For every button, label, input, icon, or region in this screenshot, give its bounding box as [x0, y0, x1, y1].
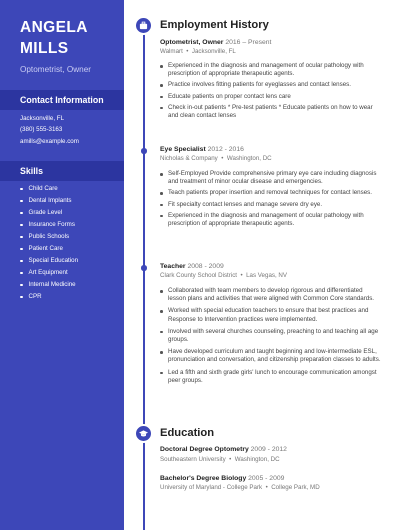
- degree-name: Doctoral Degree Optometry: [160, 446, 249, 453]
- list-item: Experienced in the diagnosis and management of ocular pathology with prescription of appropriate therapeutic agents.: [160, 212, 382, 228]
- degree-dates: 2005 - 2009: [248, 475, 285, 482]
- job-company: Clark County School District: [160, 272, 238, 279]
- contact-heading: Contact Information: [0, 90, 124, 110]
- job-company: Walmart: [160, 48, 183, 55]
- job-bullets: [160, 170, 382, 228]
- skill-item: Dental Implants: [20, 195, 78, 207]
- job-role: Optometrist, Owner: [160, 39, 224, 46]
- school-name: University of Maryland - College Park: [160, 484, 263, 491]
- degree-line: [160, 475, 284, 482]
- list-item: Fit specialty contact lenses and manage severe dry eye.: [160, 201, 382, 209]
- list-item: Check in-out patients * Pre-test patients * Educate patients on how to wear and clean contact lenses: [160, 104, 382, 120]
- job-dates: 2012 - 2016: [207, 146, 244, 153]
- list-item: Have developed curriculum and taught beginning and low-intermediate ESL, pronunciation and conversation, and citizenship preparation classes to adults.: [160, 348, 382, 364]
- education-heading: Education: [160, 427, 215, 439]
- name-first: ANGELA: [20, 19, 88, 36]
- candidate-title: Optometrist, Owner: [20, 65, 91, 74]
- job-location: Las Vegas, NV: [246, 272, 288, 279]
- school-location: College Park, MD: [271, 484, 320, 491]
- skill-item: Internal Medicine: [20, 279, 78, 291]
- skill-item: Grade Level: [20, 207, 78, 219]
- list-item: Experienced in the diagnosis and management of ocular pathology with prescription of appropriate therapeutic agents.: [160, 62, 382, 78]
- school-location: Washington, DC: [234, 456, 280, 463]
- contact-city: Jacksonville, FL: [20, 115, 65, 122]
- school-name: Southeastern University: [160, 456, 226, 463]
- list-item: Led a fifth and sixth grade girls' lunch to encourage communication amongst peer groups.: [160, 369, 382, 385]
- list-item: Practice involves fitting patients for eyeglasses and contact lenses.: [160, 81, 382, 89]
- job-bullets: [160, 62, 382, 120]
- job-title-line: [160, 39, 271, 46]
- skill-item: Child Care: [20, 183, 78, 195]
- job-company-line: Nicholas & Company • Washington, DC: [160, 155, 272, 162]
- skill-item: Insurance Forms: [20, 219, 78, 231]
- list-item: Involved with several churches counseling, preaching to and teaching all age groups.: [160, 328, 382, 344]
- list-item: Self-Employed Provide comprehensive primary eye care including diagnosis and treatment of minor ocular disease and emergencies.: [160, 170, 382, 186]
- contact-email[interactable]: amills@example.com: [20, 138, 79, 145]
- skill-item: Public Schools: [20, 231, 78, 243]
- sidebar: [0, 0, 124, 530]
- skills-heading: Skills: [0, 161, 124, 181]
- job-company-line: Walmart • Jacksonville, FL: [160, 48, 236, 55]
- employment-heading: Employment History: [160, 19, 269, 31]
- skill-item: Art Equipment: [20, 267, 78, 279]
- job-location: Washington, DC: [226, 155, 272, 162]
- job-title-line: [160, 146, 244, 153]
- timeline-dot: [141, 148, 147, 154]
- skill-item: CPR: [20, 291, 78, 303]
- briefcase-icon: [134, 16, 153, 35]
- list-item: Educate patients on proper contact lens care: [160, 93, 382, 101]
- job-dates: 2008 - 2009: [187, 263, 224, 270]
- name-last: MILLS: [20, 40, 69, 57]
- skill-item: Patient Care: [20, 243, 78, 255]
- job-location: Jacksonville, FL: [191, 48, 236, 55]
- job-company: Nicholas & Company: [160, 155, 218, 162]
- job-dates: 2016 – Present: [225, 39, 272, 46]
- list-item: Worked with special education teachers to ensure that best practices and Response to Intervention practices were implemented.: [160, 307, 382, 323]
- job-title-line: [160, 263, 224, 270]
- job-role: Teacher: [160, 263, 186, 270]
- school-line: Southeastern University • Washington, DC: [160, 456, 280, 463]
- job-bullets: [160, 287, 382, 385]
- job-company-line: Clark County School District • Las Vegas, NV: [160, 272, 288, 279]
- degree-line: [160, 446, 287, 453]
- school-line: University of Maryland - College Park • College Park, MD: [160, 484, 320, 491]
- job-role: Eye Specialist: [160, 146, 206, 153]
- list-item: Teach patients proper insertion and removal techniques for contact lenses.: [160, 189, 382, 197]
- skills-list: [20, 183, 78, 303]
- graduation-cap-icon: [134, 424, 153, 443]
- list-item: Collaborated with team members to develop rigorous and differentiated lesson plans and activities that were aligned with Common Core standards.: [160, 287, 382, 303]
- skill-item: Special Education: [20, 255, 78, 267]
- candidate-name: [20, 17, 88, 59]
- timeline-line: [143, 26, 145, 530]
- degree-dates: 2009 - 2012: [250, 446, 287, 453]
- contact-phone: (380) 555-3163: [20, 126, 63, 133]
- degree-name: Bachelor's Degree Biology: [160, 475, 247, 482]
- timeline-dot: [141, 265, 147, 271]
